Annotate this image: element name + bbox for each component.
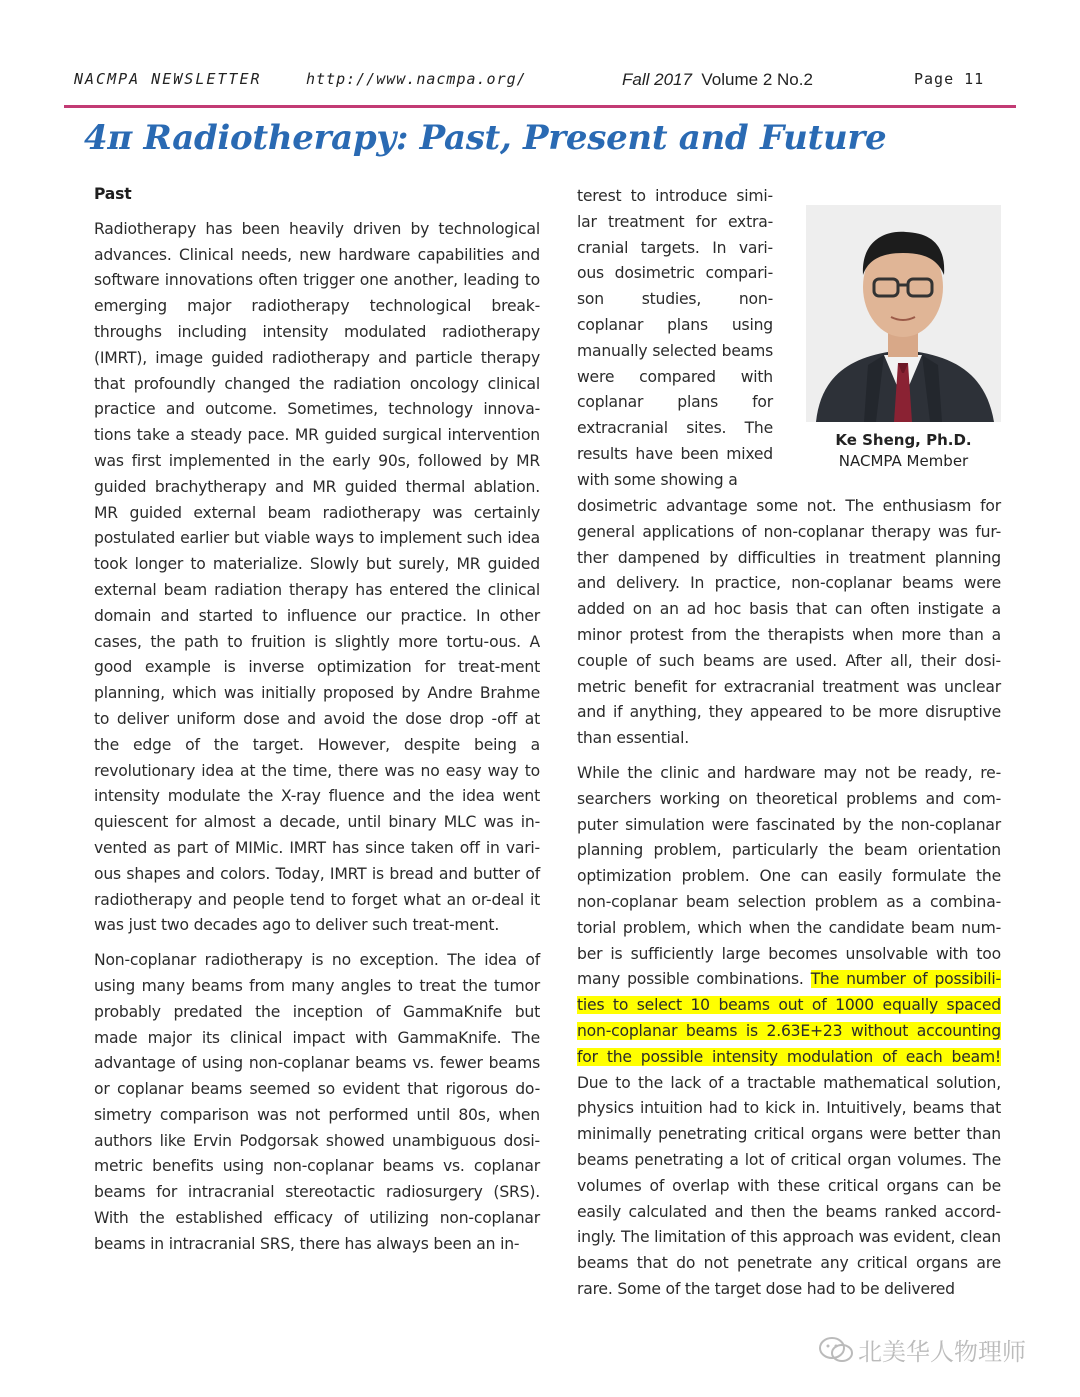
author-role: NACMPA Member <box>838 452 969 470</box>
newsletter-url[interactable]: http://www.nacmpa.org/ <box>306 70 527 88</box>
page-number: Page 11 <box>914 70 985 88</box>
issue-season: Fall 2017 <box>622 70 692 89</box>
author-portrait-image <box>806 205 1001 422</box>
author-photo <box>806 205 1001 422</box>
photo-caption <box>806 430 1001 472</box>
left-column <box>94 182 540 1267</box>
issue-info <box>622 70 813 90</box>
paragraph-text: While the clinic and hardware may not be ready, re-searchers working on theoretical problems and com-puter simulation were fascinated by the non-coplanar planning problem, particularly the beam orientation optimization problem. One can easily formulate the non-coplanar beam selection problem as a combina-torial problem, which when the candidate beam num-ber is sufficiently large becomes unsolvable with too many possible combinations. <box>577 763 1001 989</box>
paragraph: Non-coplanar radiotherapy is no exception. The idea of using many beams from many angles to treat the tumor probably predated the inception of GammaKnife but made major its clinical impact with GammaKnife. The advantage of using non-coplanar beams vs. fewer beams or coplanar beams seemed so evident that rigorous do-simetry comparison was not performed until 80s, when authors like Ervin Podgorsak showed unambiguous dosi-metric benefits using non-coplanar beams vs. coplanar beams for intracranial stereotactic radiosurgery (SRS). With the established efficacy of utilizing non-coplanar beams in intracranial SRS, there has always been an in- <box>94 951 540 1253</box>
author-name: Ke Sheng, Ph.D. <box>835 431 972 449</box>
wechat-icon <box>818 1336 854 1370</box>
paragraph <box>577 761 1001 1303</box>
wechat-watermark <box>818 1332 1026 1370</box>
newsletter-name: NACMPA NEWSLETTER <box>74 70 262 88</box>
right-column <box>577 494 1001 1312</box>
newsletter-header <box>0 70 1080 94</box>
paragraph: Radiotherapy has been heavily driven by technological advances. Clinical needs, new hardware capabilities and software innovations often trigger one another, leading to emerging major radiotherapy technological break-throughs including intensity modulated radiotherapy (IMRT), image guided radiotherapy and particle therapy that profoundly changed the radiation oncology clinical practice and outcome. Sometimes, technology innova-tions take a steady pace. MR guided surgical intervention was first implemented in the early 90s, followed by MR guided brachytherapy and MR guided thermal ablation. MR guided external beam radiotherapy was certainly postulated earlier but viable ways to implement such idea took longer to materialize. Slowly but surely, MR guided external beam radiation therapy has entered the clinical domain and started to influence our practice. In other cases, the path to fruition is slightly more tortu-ous. A good example is inverse optimization for treat-ment planning, which was initially proposed by Andre Brahme to deliver uniform dose and avoid the dose drop -off at the edge of the target. However, despite being a revolutionary idea at the time, there was no easy way to intensity modulate the X-ray fluence and the idea went quiescent for almost a decade, until binary MLC was in-vented as part of MIMic. IMRT has since taken off in vari-ous shapes and colors. Today, IMRT is bread and butter of radiotherapy and people tend to forget what an or-deal it was just two decades ago to deliver such treat-ment. <box>94 219 540 935</box>
header-divider <box>64 105 1016 108</box>
watermark-text: 北美华人物理师 <box>858 1338 1026 1366</box>
issue-volume: Volume 2 No.2 <box>701 70 813 89</box>
article-title: 4π Radiotherapy: Past, Present and Future <box>84 118 887 158</box>
highlighted-text: The number of possibili-ties to select 10 beams out of 1000 equally spaced non-coplanar beams is 2.63E+23 without accounting for the possible intensity modulation of each beam! <box>577 970 1001 1066</box>
paragraph: dosimetric advantage some not. The enthusiasm for general applications of non-coplanar therapy was fur-ther dampened by difficulties in treatment planning and delivery. In practice, non-coplanar beams were added on an ad hoc basis that can often instigate a minor protest from the therapists when more than a couple of such beams are used. After all, their dosi-metric benefit for extracranial treatment was unclear and if anything, they appeared to be more disruptive than essential. <box>577 497 1001 748</box>
right-column-top: terest to introduce simi-lar treatment for extra-cranial targets. In vari-ous dosimetric compari-son studies, non-coplanar plans using manually selected beams were compared with coplanar plans for extracranial sites. The results have been mixed with some showing a <box>577 187 773 489</box>
section-heading: Past <box>94 185 132 203</box>
paragraph-text: Due to the lack of a tractable mathematical solution, physics intuition had to kick in. Intuitively, beams that minimally penetrating critical organs were better than beams penetrating a lot of critical organ volumes. The volumes of overlap with these critical organs can be easily calculated and then the beams ranked accord-ingly. The limitation of this approach was evident, clean beams that do not penetrate any critical organs are rare. Some of the target dose had to be delivered <box>577 1073 1001 1298</box>
